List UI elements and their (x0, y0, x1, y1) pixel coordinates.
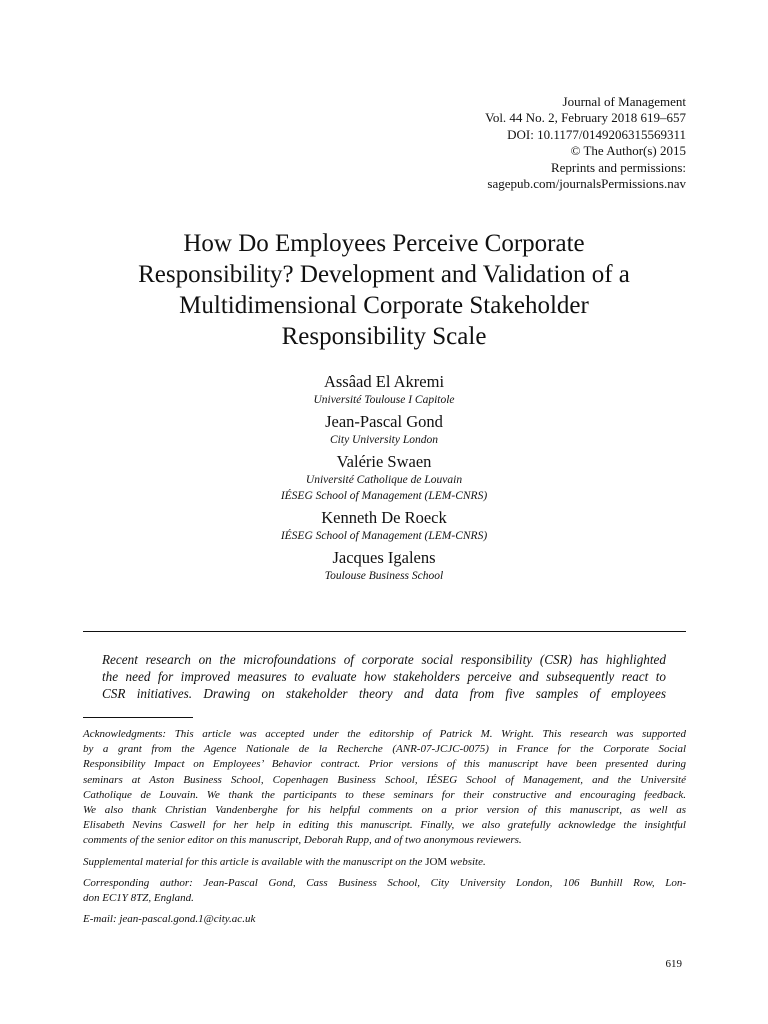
author-block (0, 372, 768, 408)
footnote-line: Elisabeth Nevins Caswell for her help in editing this manuscript. Finally, we also gratefully acknowledge the insightful (83, 819, 686, 832)
footnote-line: seminars at Aston Business School, Copenhagen Business School, IÉSEG School of Management, and the Université (83, 773, 686, 786)
footnote-line: Responsibility Impact on Employees’ Behavior contract. Prior versions of this manuscript have been presented during (83, 758, 686, 771)
author-block (0, 452, 768, 504)
footnote-line: don EC1Y 8TZ, England. (83, 892, 194, 905)
supplemental-journal-abbrev: JOM (425, 855, 448, 868)
journal-reprints: Reprints and permissions: (550, 159, 686, 175)
journal-name: Journal of Management (562, 94, 686, 109)
footnote-line: by a grant from the Agence Nationale de la Recherche (ANR-07-JCJC-0075) in France for the Corporate Social (83, 743, 686, 756)
author-block (0, 548, 768, 584)
author-name: Kenneth De Roeck (321, 508, 447, 527)
journal-issue: Vol. 44 No. 2, February 2018 619–657 (485, 110, 686, 126)
footnote-line: Acknowledgments: This article was accepted under the editorship of Patrick M. Wright. This research was supported (83, 728, 686, 740)
author-name: Valérie Swaen (336, 452, 432, 471)
title-line: Responsibility? Development and Validation of a (138, 261, 630, 288)
title-line: Multidimensional Corporate Stakeholder (179, 292, 589, 319)
title-line: Responsibility Scale (281, 323, 487, 350)
author-affiliation: IÉSEG School of Management (LEM-CNRS) (280, 530, 488, 542)
footnote-line: We also thank Christian Vandenberghe for his helpful comments on a prior version of this manuscript, as well as (83, 804, 686, 817)
supplemental-note (83, 855, 686, 870)
abstract-line: CSR initiatives. Drawing on stakeholder theory and data from five samples of employees (102, 686, 666, 701)
email-note: E-mail: jean-pascal.gond.1@city.ac.uk (83, 913, 256, 926)
footnote-line: Catholique de Louvain. We thank the participants to these seminars for their constructive and encouraging feedback. (83, 788, 686, 801)
footnote-line: Corresponding author: Jean-Pascal Gond, Cass Business School, City University London, 106 Bunhill Row, Lon- (83, 876, 686, 889)
title-line: How Do Employees Perceive Corporate (183, 230, 585, 257)
footnotes (83, 727, 686, 933)
author-block (0, 412, 768, 448)
abstract-line: the need for improved measures to evaluate how stakeholders perceive and subsequently react to (102, 669, 666, 684)
supplemental-text-end: website. (447, 855, 486, 868)
journal-copyright: © The Author(s) 2015 (570, 143, 686, 159)
author-affiliation: Université Toulouse I Capitole (313, 394, 455, 406)
page-number: 619 (665, 958, 682, 970)
abstract-line: Recent research on the microfoundations of corporate social responsibility (CSR) has highlighted (102, 652, 666, 667)
author-name: Jacques Igalens (332, 548, 436, 567)
footnote-divider (83, 717, 193, 718)
journal-permissions-url: sagepub.com/journalsPermissions.nav (487, 176, 686, 192)
author-affiliation: Université Catholique de Louvain (305, 474, 463, 486)
author-affiliation: IÉSEG School of Management (LEM-CNRS) (280, 490, 488, 502)
acknowledgments (83, 727, 686, 849)
author-list (0, 372, 768, 588)
author-name: Assâad El Akremi (323, 372, 445, 391)
author-block (0, 508, 768, 544)
abstract-divider (83, 631, 686, 632)
author-affiliation: City University London (330, 434, 438, 446)
journal-meta (485, 94, 686, 192)
author-affiliation: Toulouse Business School (324, 570, 444, 582)
footnote-line: comments of the senior editor on this manuscript, Deborah Rupp, and of two anonymous reviewers. (83, 834, 522, 847)
supplemental-text: Supplemental material for this article is available with the manuscript on the (83, 855, 426, 868)
abstract (102, 651, 666, 702)
author-name: Jean-Pascal Gond (325, 412, 443, 431)
journal-doi: DOI: 10.1177/0149206315569311 (507, 126, 686, 142)
article-title (60, 228, 708, 352)
corresponding-author (83, 876, 686, 906)
